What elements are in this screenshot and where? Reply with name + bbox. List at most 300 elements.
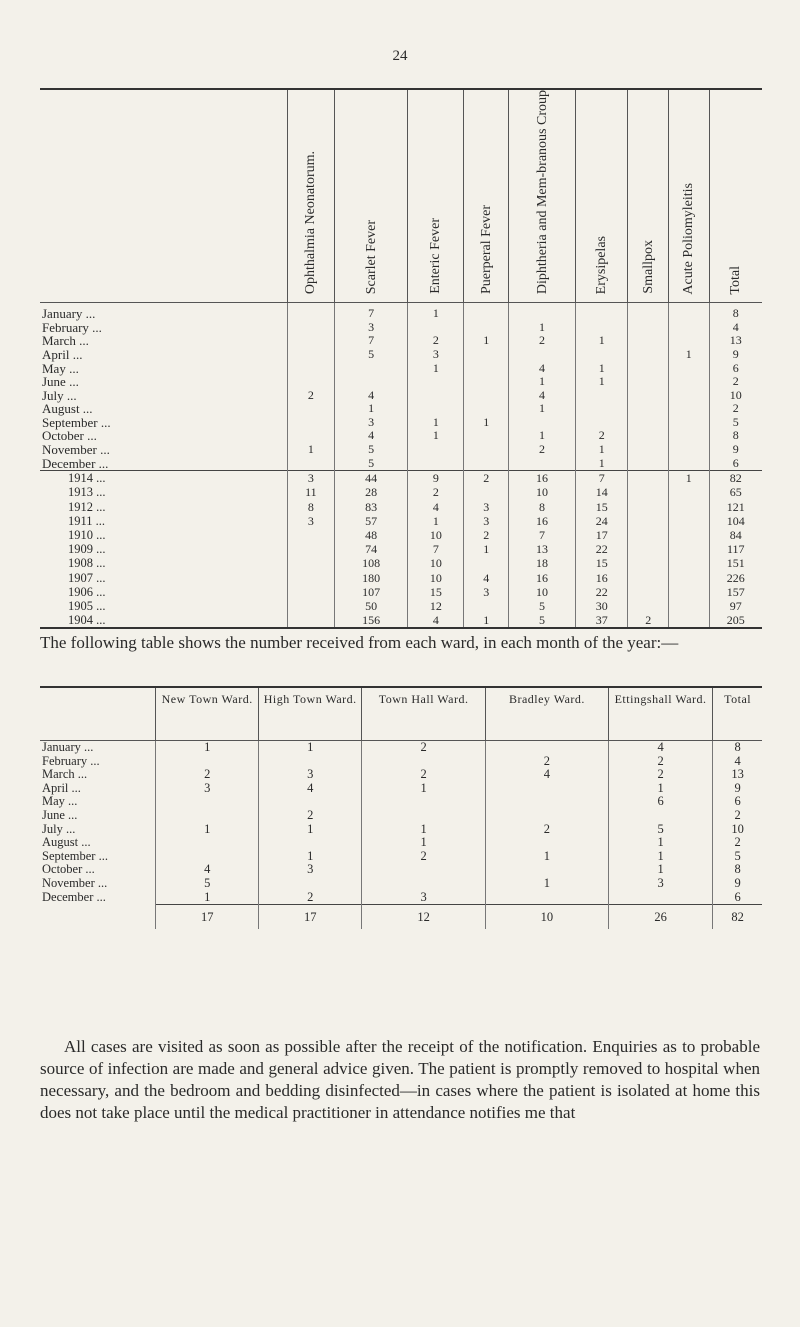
table-cell [668,585,709,599]
table-cell: 8 [713,863,762,877]
table-cell [362,863,486,877]
table-cell: 1 [464,416,509,430]
table-cell: 121 [709,500,762,514]
table-cell [508,416,575,430]
table2-corner [40,687,156,741]
table-cell [408,402,464,416]
table-cell [287,556,334,570]
table-cell [464,303,509,321]
table-cell: 2 [259,809,362,823]
table-cell [362,755,486,769]
table-cell: 3 [464,514,509,528]
table-cell: 2 [408,485,464,499]
table-cell: 2 [362,768,486,782]
table-cell: 28 [335,485,408,499]
table-cell: 117 [709,542,762,556]
table-cell [628,599,669,613]
header-ophthalmia: Ophthalmia Neonatorum. [287,89,334,303]
table-cell [668,334,709,348]
table-cell [464,599,509,613]
table-row [40,500,762,514]
table-cell: 1 [508,429,575,443]
table-cell: 2 [508,443,575,457]
table-cell: 1 [608,863,712,877]
table-cell: 2 [287,389,334,403]
table-row [40,613,762,628]
table-row [40,585,762,599]
table-cell: 10 [408,528,464,542]
table-cell: 83 [335,500,408,514]
table-row [40,402,762,416]
table-cell [485,836,608,850]
table-cell [485,782,608,796]
header-high-town-ward: High Town Ward. [259,687,362,741]
total-cell: 82 [713,905,762,930]
table-cell [408,321,464,335]
table-row [40,741,762,755]
table-cell: 1 [576,375,628,389]
row-label: 1906 ... [68,584,106,599]
table-cell: 16 [508,514,575,528]
row-label: February ... [42,319,102,335]
table-cell: 1 [485,877,608,891]
table-cell [464,457,509,471]
table-cell: 1 [508,375,575,389]
table-cell [608,809,712,823]
table-cell: 1 [464,613,509,628]
table-cell: 1 [608,836,712,850]
table-cell: 16 [508,571,575,585]
table-cell: 4 [335,389,408,403]
header-ettingshall-ward: Ettingshall Ward. [608,687,712,741]
table-cell [628,457,669,471]
table-cell: 9 [709,443,762,457]
table-row [40,863,762,877]
table-cell: 4 [259,782,362,796]
table-cell [156,850,259,864]
table-cell [464,389,509,403]
row-label: April ... [42,780,81,795]
table-cell: 13 [709,334,762,348]
table-cell: 5 [508,599,575,613]
table-cell [668,613,709,628]
table-row [40,321,762,335]
table-cell: 1 [156,741,259,755]
table-cell [287,613,334,628]
table-cell: 14 [576,485,628,499]
header-enteric-fever: Enteric Fever [408,89,464,303]
table-cell: 180 [335,571,408,585]
table-cell: 8 [709,429,762,443]
table-cell: 4 [709,321,762,335]
table-cell: 1 [576,443,628,457]
table-cell [287,375,334,389]
table-cell [287,599,334,613]
row-label: July ... [42,387,77,403]
table-cell: 3 [608,877,712,891]
table-cell: 1 [287,443,334,457]
total-cell: 10 [485,905,608,930]
table-cell: 1 [608,782,712,796]
table-cell [485,741,608,755]
table-cell: 5 [709,416,762,430]
table-cell: 24 [576,514,628,528]
table-cell [287,457,334,471]
table-row [40,375,762,389]
table-cell [408,457,464,471]
table-cell: 74 [335,542,408,556]
table-cell: 10 [508,585,575,599]
table-cell: 2 [362,741,486,755]
caption-text: The following table shows the number received from each ward, in each month of the year:— [40,633,679,652]
table-cell [576,389,628,403]
table-cell: 2 [408,334,464,348]
table-cell [287,362,334,376]
table-cell [576,348,628,362]
table-row [40,416,762,430]
table-row [40,443,762,457]
table-cell [628,542,669,556]
table-cell [628,556,669,570]
table-cell: 2 [709,402,762,416]
table-cell: 84 [709,528,762,542]
table-cell [335,362,408,376]
table-cell [668,416,709,430]
table-row [40,556,762,570]
table-cell: 3 [156,782,259,796]
table-cell: 2 [628,613,669,628]
table-cell: 7 [408,542,464,556]
table-cell [485,809,608,823]
table-row [40,571,762,585]
table-cell: 3 [259,863,362,877]
table-cell: 4 [608,741,712,755]
table-cell [287,528,334,542]
total-cell: 12 [362,905,486,930]
table-cell [628,429,669,443]
table-cell [668,402,709,416]
table-cell: 1 [335,402,408,416]
table-cell: 6 [608,795,712,809]
table-row [40,528,762,542]
table-cell: 2 [156,768,259,782]
table-cell [668,500,709,514]
table-cell [362,809,486,823]
table-cell [628,471,669,486]
total-cell: 17 [156,905,259,930]
row-label: 1912 ... [68,499,106,514]
row-label: 1907 ... [68,570,106,585]
table-cell: 5 [335,457,408,471]
row-label: 1904 ... [68,613,106,628]
table-cell: 1 [408,429,464,443]
table-cell: 15 [576,500,628,514]
table-cell: 1 [508,402,575,416]
table-cell [628,362,669,376]
table-row [40,891,762,905]
table-cell [628,402,669,416]
table-cell: 6 [709,457,762,471]
table-cell [628,321,669,335]
table-cell [668,514,709,528]
table-cell: 16 [508,471,575,486]
table-cell [259,836,362,850]
table-cell: 1 [362,782,486,796]
header-erysipelas: Erysipelas [576,89,628,303]
total-cell: 17 [259,905,362,930]
table-cell: 10 [709,389,762,403]
table1-month-rows [40,303,762,471]
table-cell: 226 [709,571,762,585]
table-cell [628,389,669,403]
table-cell [485,863,608,877]
table-cell: 57 [335,514,408,528]
table-cell [287,321,334,335]
table-cell [259,755,362,769]
table-cell: 10 [408,556,464,570]
table-cell: 13 [508,542,575,556]
table-row [40,429,762,443]
table-cell [464,348,509,362]
table-cell [508,457,575,471]
table-cell: 1 [408,416,464,430]
totals-row [40,905,762,930]
table-cell [464,321,509,335]
table-cell [628,416,669,430]
table-cell: 4 [485,768,608,782]
table-cell: 97 [709,599,762,613]
table-row [40,755,762,769]
table1-year-rows [40,471,762,629]
table-cell: 37 [576,613,628,628]
table-cell [287,402,334,416]
table-row [40,362,762,376]
table-cell [668,556,709,570]
row-label: 1905 ... [68,599,106,614]
table-cell: 3 [408,348,464,362]
table-cell: 108 [335,556,408,570]
table-row [40,768,762,782]
table-cell: 1 [259,823,362,837]
table-cell [464,362,509,376]
table-cell: 1 [362,836,486,850]
table-cell [156,836,259,850]
table-cell [485,891,608,905]
table-cell [628,485,669,499]
row-label: March ... [42,767,88,782]
table-cell: 13 [713,768,762,782]
table-cell [508,303,575,321]
table-cell [408,389,464,403]
row-label: November ... [42,442,110,458]
table-cell: 30 [576,599,628,613]
table-cell: 3 [259,768,362,782]
header-puerperal-fever: Puerperal Fever [464,89,509,303]
table-cell [628,375,669,389]
table-row [40,514,762,528]
table-cell: 44 [335,471,408,486]
table-cell [628,585,669,599]
table-cell [464,485,509,499]
table-cell [464,429,509,443]
ward-table [40,686,762,929]
table-cell [362,877,486,891]
table-row [40,795,762,809]
row-label: September ... [42,414,111,430]
row-label: 1909 ... [68,542,106,557]
table-cell: 205 [709,613,762,628]
row-label: 1914 ... [40,471,287,486]
table-cell: 3 [287,514,334,528]
table-cell [508,348,575,362]
header-new-town-ward: New Town Ward. [156,687,259,741]
table-cell: 1 [608,850,712,864]
header-acute-poliomyelitis: Acute Poliomyleitis [668,89,709,303]
table2-header-row [40,687,762,741]
table-cell [576,321,628,335]
table-cell: 9 [713,782,762,796]
table-cell [668,457,709,471]
table-cell [156,755,259,769]
row-label: November ... [42,875,108,890]
row-label: May ... [42,794,78,809]
table-cell: 5 [608,823,712,837]
table-cell [156,795,259,809]
table-cell: 2 [485,823,608,837]
table-cell [408,443,464,457]
table-cell: 2 [713,809,762,823]
row-label: September ... [42,848,108,863]
table-cell: 65 [709,485,762,499]
header-town-hall-ward: Town Hall Ward. [362,687,486,741]
table-cell [668,599,709,613]
table-row [40,877,762,891]
table-cell: 2 [608,768,712,782]
table-cell [628,514,669,528]
table-cell: 1 [668,471,709,486]
table-cell [668,389,709,403]
table-cell: 15 [576,556,628,570]
table-cell: 2 [508,334,575,348]
table-cell: 3 [464,500,509,514]
table-cell [362,795,486,809]
table-cell [668,485,709,499]
table-cell: 1 [464,542,509,556]
row-label: April ... [42,346,83,362]
page-number: 24 [392,48,408,64]
table-cell [287,334,334,348]
table-row [40,471,762,486]
table-row [40,485,762,499]
table-cell: 8 [508,500,575,514]
totals-label-cell [40,905,156,930]
row-label: December ... [42,889,106,904]
row-label: August ... [42,835,91,850]
table-cell: 5 [713,850,762,864]
table-cell: 12 [408,599,464,613]
table-cell: 1 [259,850,362,864]
table-cell: 1 [156,891,259,905]
table-cell [287,571,334,585]
table-cell: 3 [335,321,408,335]
table-cell: 2 [362,850,486,864]
table-cell [668,375,709,389]
table-cell: 4 [156,863,259,877]
table-cell: 5 [508,613,575,628]
table-cell [668,571,709,585]
table-cell: 4 [408,613,464,628]
header-bradley-ward: Bradley Ward. [485,687,608,741]
table-row [40,457,762,471]
table-cell: 4 [508,389,575,403]
row-label: October ... [42,862,95,877]
row-label: October ... [42,428,97,444]
row-label: August ... [42,401,93,417]
body-paragraph: All cases are visited as soon as possible after the receipt of the notification. Enquiries as to probable source of infection are made and general advice given. The patient is promptly removed to hospital when necessary, and the bedroom and bedding disinfected—in cases where the patient is isolated at home this does not take place until the medical practitioner in attendance notifies me that [40,1037,760,1122]
table-cell: 2 [464,528,509,542]
table-cell: 8 [713,741,762,755]
table-cell [408,375,464,389]
table-cell [628,443,669,457]
table-cell: 1 [156,823,259,837]
table-cell: 2 [713,836,762,850]
notifications-table [40,88,762,629]
table-cell: 4 [335,429,408,443]
table-cell: 6 [713,795,762,809]
table-cell: 2 [709,375,762,389]
table-cell [485,795,608,809]
table-cell [668,429,709,443]
table-cell: 4 [464,571,509,585]
table-cell [335,375,408,389]
table-cell [668,542,709,556]
table-cell [287,585,334,599]
table-cell: 107 [335,585,408,599]
row-label: 1910 ... [68,528,106,543]
table-row [40,389,762,403]
table-cell: 48 [335,528,408,542]
table-cell: 156 [335,613,408,628]
table-cell: 10 [713,823,762,837]
table-cell: 2 [576,429,628,443]
table-cell: 7 [576,471,628,486]
table-cell [464,375,509,389]
table-row [40,334,762,348]
table-row [40,348,762,362]
table-row [40,809,762,823]
table-cell [287,303,334,321]
table-cell [287,542,334,556]
table-cell: 2 [485,755,608,769]
table-cell: 3 [362,891,486,905]
table-cell: 50 [335,599,408,613]
table-cell: 2 [608,755,712,769]
table-cell [668,321,709,335]
table-cell: 5 [156,877,259,891]
table-cell: 1 [668,348,709,362]
table-row [40,303,762,321]
table-cell: 18 [508,556,575,570]
table-row [40,599,762,613]
header-ward-total: Total [713,687,762,741]
table-cell: 1 [408,362,464,376]
row-label: December ... [42,455,109,471]
table-cell: 82 [709,471,762,486]
table-cell: 2 [259,891,362,905]
total-cell: 26 [608,905,712,930]
table-cell: 4 [713,755,762,769]
table-cell: 1 [362,823,486,837]
